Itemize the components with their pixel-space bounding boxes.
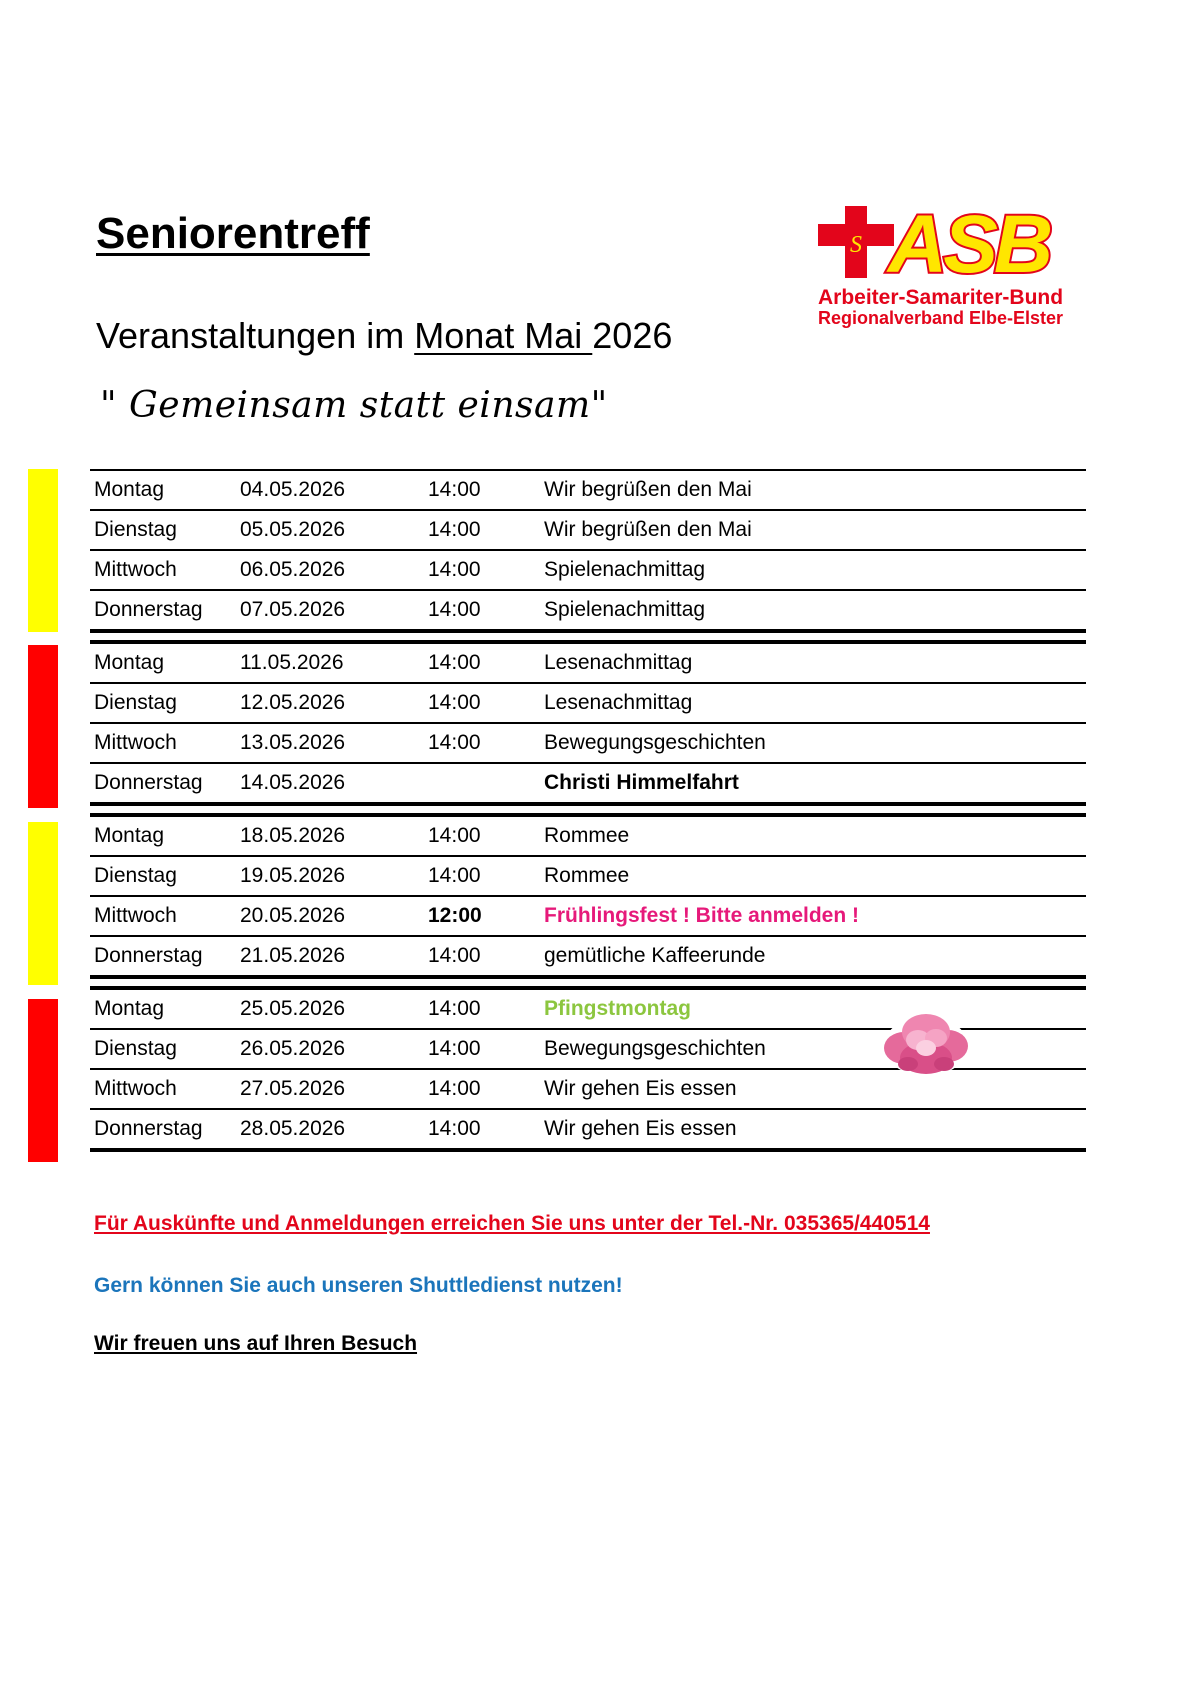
day-cell: Donnerstag: [94, 598, 203, 621]
time-cell: 14:00: [428, 944, 481, 967]
subtitle-prefix: Veranstaltungen im: [96, 315, 415, 356]
day-cell: Dienstag: [94, 518, 177, 541]
date-cell: 25.05.2026: [240, 997, 346, 1020]
motto: " Gemeinsam statt einsam": [100, 385, 608, 426]
table-row: [90, 722, 1086, 762]
date-cell: 12.05.2026: [240, 691, 346, 714]
event-cell: Rommee: [544, 824, 630, 847]
table-row: [90, 935, 1086, 975]
day-cell: Mittwoch: [94, 558, 177, 581]
week-4-color-bar: [28, 999, 58, 1162]
event-cell: Wir gehen Eis essen: [544, 1117, 737, 1140]
time-cell: 14:00: [428, 1037, 481, 1060]
event-cell: Spielenachmittag: [544, 558, 706, 581]
time-cell: 14:00: [428, 478, 481, 501]
closing-note: Wir freuen uns auf Ihren Besuch: [94, 1332, 418, 1355]
day-cell: Montag: [94, 651, 165, 674]
week-1-color-bar: [28, 469, 58, 632]
event-cell: Wir begrüßen den Mai: [544, 518, 752, 541]
day-cell: Donnerstag: [94, 944, 203, 967]
date-cell: 20.05.2026: [240, 904, 346, 927]
shuttle-note: Gern können Sie auch unseren Shuttledienst nutzen!: [94, 1274, 623, 1297]
event-cell: Wir begrüßen den Mai: [544, 478, 752, 501]
logo-tagline-organization: Arbeiter-Samariter-Bund: [818, 286, 1064, 309]
week-separator: [90, 629, 1086, 642]
week-block: [90, 642, 1086, 815]
time-cell: 14:00: [428, 824, 481, 847]
logo-wordmark: ASB: [888, 206, 1050, 290]
table-row: [90, 815, 1086, 855]
time-cell: 14:00: [428, 997, 481, 1020]
page-title: Seniorentreff: [96, 209, 370, 258]
subtitle: [96, 315, 673, 356]
week-block: [90, 815, 1086, 988]
event-cell: Christi Himmelfahrt: [544, 771, 739, 794]
time-cell: 14:00: [428, 598, 481, 621]
table-row: [90, 855, 1086, 895]
time-cell: 14:00: [428, 691, 481, 714]
date-cell: 11.05.2026: [240, 651, 344, 674]
subtitle-year: 2026: [592, 315, 673, 356]
time-cell: 14:00: [428, 1077, 481, 1100]
table-row: [90, 469, 1086, 509]
event-cell: Bewegungsgeschichten: [544, 1037, 766, 1060]
day-cell: Dienstag: [94, 864, 177, 887]
date-cell: 21.05.2026: [240, 944, 346, 967]
date-cell: 14.05.2026: [240, 771, 346, 794]
peony-flower-icon: [878, 1002, 974, 1084]
week-separator: [90, 1148, 1086, 1152]
time-cell: 14:00: [428, 518, 481, 541]
time-cell: 14:00: [428, 1117, 481, 1140]
time-cell: 14:00: [428, 731, 481, 754]
date-cell: 06.05.2026: [240, 558, 346, 581]
day-cell: Dienstag: [94, 1037, 177, 1060]
time-cell: 12:00: [428, 904, 482, 927]
table-row: [90, 895, 1086, 935]
date-cell: 13.05.2026: [240, 731, 346, 754]
event-cell: Frühlingsfest ! Bitte anmelden !: [544, 904, 860, 927]
day-cell: Mittwoch: [94, 904, 177, 927]
date-cell: 04.05.2026: [240, 478, 346, 501]
table-row: [90, 762, 1086, 802]
week-block: [90, 469, 1086, 642]
date-cell: 05.05.2026: [240, 518, 346, 541]
table-row: [90, 509, 1086, 549]
day-cell: Dienstag: [94, 691, 177, 714]
event-cell: Spielenachmittag: [544, 598, 706, 621]
week-2-color-bar: [28, 645, 58, 808]
date-cell: 07.05.2026: [240, 598, 346, 621]
table-row: [90, 1108, 1086, 1148]
table-row: [90, 682, 1086, 722]
date-cell: 28.05.2026: [240, 1117, 346, 1140]
subtitle-month: Monat Mai: [414, 315, 593, 356]
week-3-color-bar: [28, 822, 58, 985]
day-cell: Mittwoch: [94, 731, 177, 754]
table-row: [90, 549, 1086, 589]
time-cell: 14:00: [428, 864, 481, 887]
event-cell: Wir gehen Eis essen: [544, 1077, 737, 1100]
day-cell: Montag: [94, 824, 165, 847]
logo-cross-letter: S: [850, 232, 862, 258]
time-cell: 14:00: [428, 558, 481, 581]
date-cell: 26.05.2026: [240, 1037, 346, 1060]
event-cell: Bewegungsgeschichten: [544, 731, 766, 754]
table-row: [90, 589, 1086, 629]
event-cell: Pfingstmontag: [544, 997, 691, 1020]
day-cell: Montag: [94, 478, 165, 501]
time-cell: 14:00: [428, 651, 481, 674]
date-cell: 27.05.2026: [240, 1077, 346, 1100]
day-cell: Donnerstag: [94, 771, 203, 794]
logo-tagline-region: Regionalverband Elbe-Elster: [818, 308, 1064, 328]
day-cell: Donnerstag: [94, 1117, 203, 1140]
date-cell: 18.05.2026: [240, 824, 346, 847]
contact-phone-note: Für Auskünfte und Anmeldungen erreichen Sie uns unter der Tel.-Nr. 035365/440514: [94, 1212, 930, 1235]
event-cell: gemütliche Kaffeerunde: [544, 944, 766, 967]
event-cell: Lesenachmittag: [544, 691, 693, 714]
week-separator: [90, 802, 1086, 815]
event-cell: Lesenachmittag: [544, 651, 693, 674]
table-row: [90, 642, 1086, 682]
day-cell: Montag: [94, 997, 165, 1020]
date-cell: 19.05.2026: [240, 864, 346, 887]
event-cell: Rommee: [544, 864, 630, 887]
week-separator: [90, 975, 1086, 988]
day-cell: Mittwoch: [94, 1077, 177, 1100]
